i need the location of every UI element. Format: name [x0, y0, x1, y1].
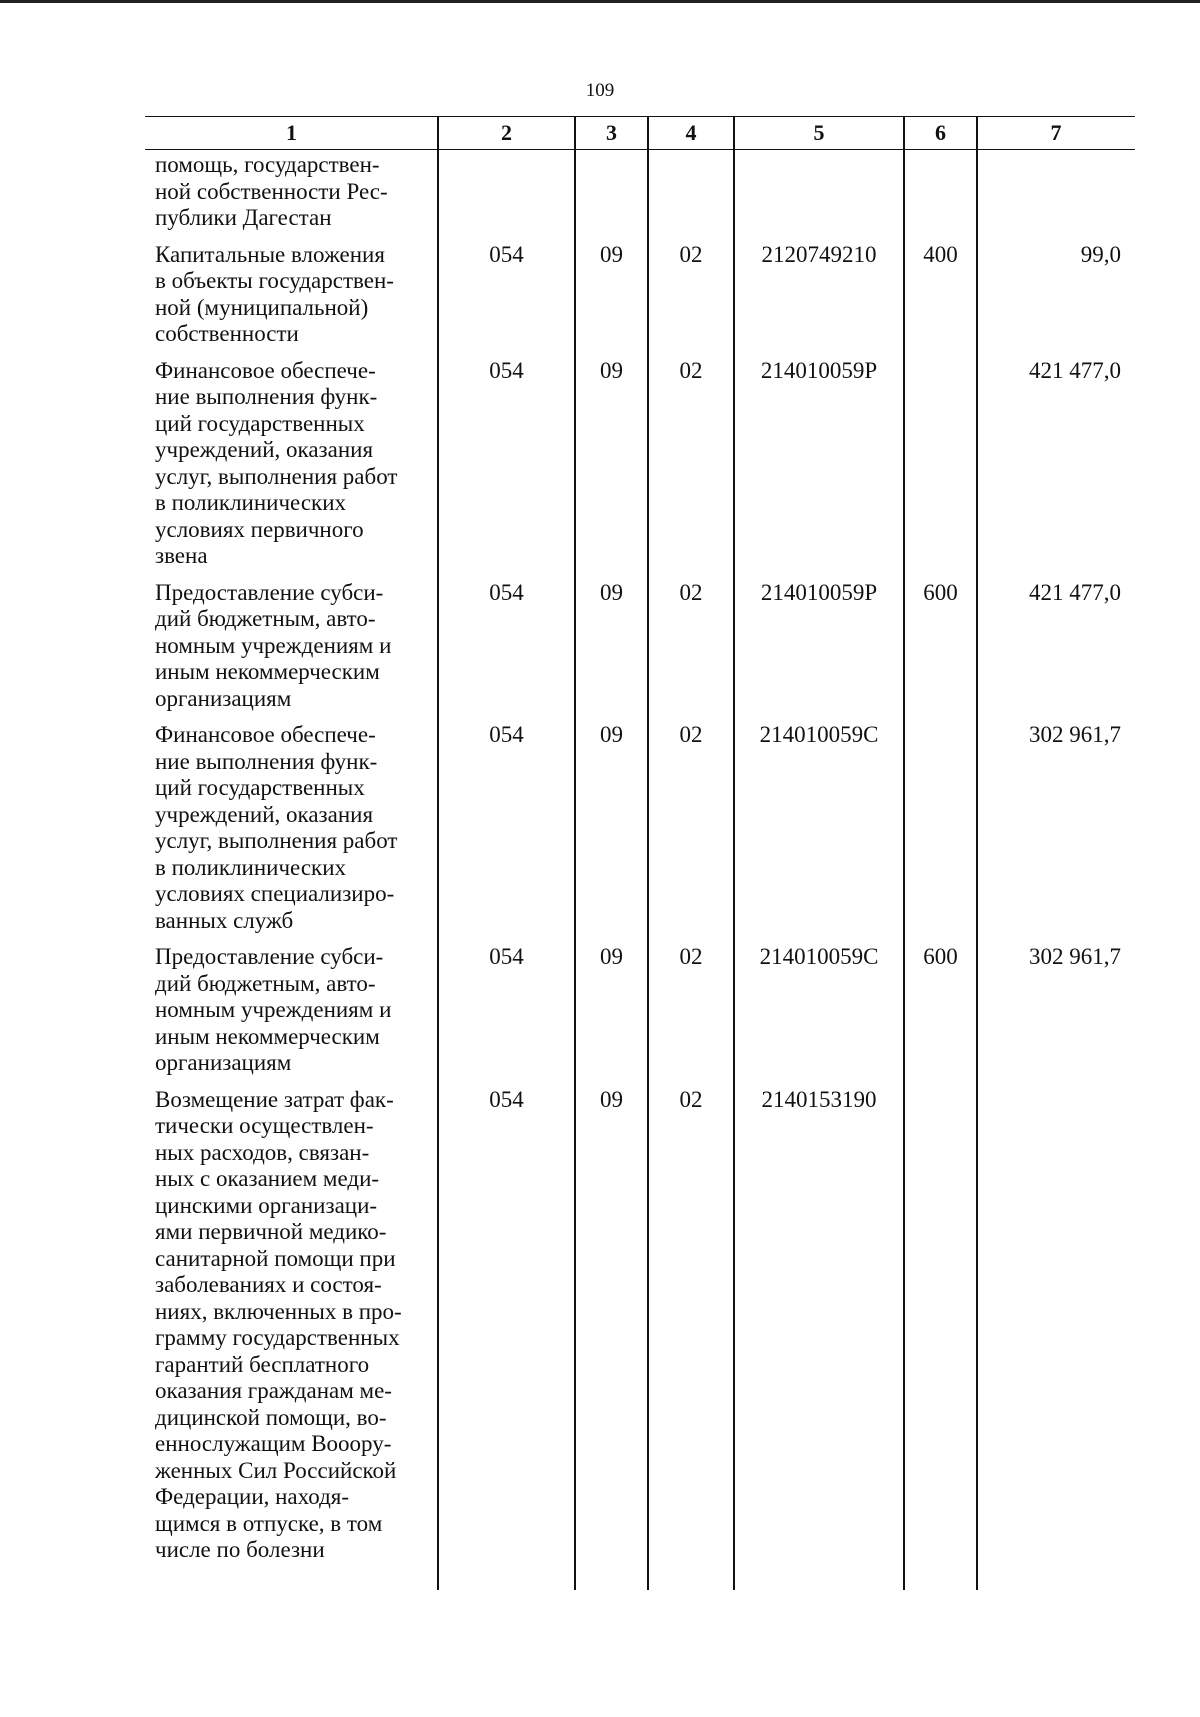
header-cell-6: 6 — [935, 120, 946, 145]
row-col-5: 214010059Р — [760, 357, 878, 383]
row-col-2: 054 — [489, 1086, 524, 1112]
row-col-2: 054 — [489, 722, 524, 747]
row-col-2: 054 — [489, 241, 524, 267]
row-col-7: 302 961,7 — [1029, 722, 1121, 747]
row-col-7: 421 477,0 — [1029, 357, 1121, 383]
table-row — [145, 1087, 1135, 1564]
table-row — [145, 580, 1135, 713]
row-name: Финансовое обеспече- ние выполнения функ- ций государственных учреждений, оказания услуг, выполнения работ в поликлинических условиях специализиро- ванных служб — [155, 722, 398, 933]
row-name: помощь, государствен- ной собственности Рес- публики Дагестан — [155, 152, 388, 230]
row-col-6: 600 — [923, 579, 958, 605]
table-body — [145, 152, 1135, 1574]
header-cell-4: 4 — [685, 120, 697, 145]
row-col-2: 054 — [489, 357, 524, 383]
row-col-5: 214010059С — [759, 944, 879, 969]
row-col-3: 09 — [600, 241, 623, 267]
row-col-3: 09 — [600, 579, 623, 605]
page-number: 109 — [585, 80, 615, 101]
row-col-3: 09 — [600, 357, 623, 383]
table-row — [145, 722, 1135, 934]
row-col-5: 214010059С — [759, 722, 879, 747]
row-name: Предоставление субси- дий бюджетным, авто- номным учреждениям и иным некоммерческим организациям — [155, 944, 392, 1075]
row-col-6: 400 — [923, 241, 958, 267]
row-name: Финансовое обеспече- ние выполнения функ- ций государственных учреждений, оказания услуг, выполнения работ в поликлинических условиях первичного звена — [155, 357, 398, 568]
table-row — [145, 242, 1135, 348]
row-col-5: 2120749210 — [761, 241, 877, 267]
row-col-2: 054 — [489, 579, 524, 605]
row-col-4: 02 — [679, 579, 703, 605]
row-col-5: 2140153190 — [761, 1086, 877, 1112]
row-col-6: 600 — [923, 944, 958, 969]
row-col-3: 09 — [600, 944, 623, 969]
row-col-5: 214010059Р — [760, 579, 878, 605]
row-name: Капитальные вложения в объекты государствен- ной (муниципальной) собственности — [155, 241, 394, 346]
row-col-7: 302 961,7 — [1029, 944, 1121, 969]
row-col-3: 09 — [600, 722, 623, 747]
header-cell-5: 5 — [813, 120, 825, 145]
row-col-3: 09 — [600, 1086, 623, 1112]
budget-table-header — [145, 116, 1135, 150]
table-row — [145, 944, 1135, 1077]
row-name: Возмещение затрат фак- тически осуществлен- ных расходов, связан- ных с оказанием меди- цинскими организаци- ями первичной медико- санитарной помощи при заболеваниях и состоя- ниях, включенных в про- грамму государственных гарантий бесплатного оказания гражданам ме- дицинской помощи, во- еннослужащим Вооору- женных Сил Российской Федерации, находя- щимся в отпуске, в том числе по болезни — [155, 1086, 402, 1562]
table-header-row — [145, 116, 1135, 150]
row-col-7: 421 477,0 — [1029, 579, 1121, 605]
row-col-4: 02 — [679, 1086, 703, 1112]
header-cell-2: 2 — [501, 120, 512, 145]
row-col-4: 02 — [679, 944, 703, 969]
top-rule — [0, 0, 1200, 3]
table-row — [145, 152, 1135, 232]
table-row — [145, 358, 1135, 570]
row-col-7: 99,0 — [1080, 241, 1121, 267]
header-cell-1: 1 — [286, 120, 297, 145]
row-name: Предоставление субси- дий бюджетным, авто- номным учреждениям и иным некоммерческим организациям — [155, 579, 392, 711]
row-col-4: 02 — [679, 722, 703, 747]
header-cell-3: 3 — [606, 120, 617, 145]
row-col-4: 02 — [679, 357, 703, 383]
row-col-2: 054 — [489, 944, 524, 969]
row-col-4: 02 — [679, 241, 703, 267]
header-cell-7: 7 — [1050, 120, 1062, 145]
